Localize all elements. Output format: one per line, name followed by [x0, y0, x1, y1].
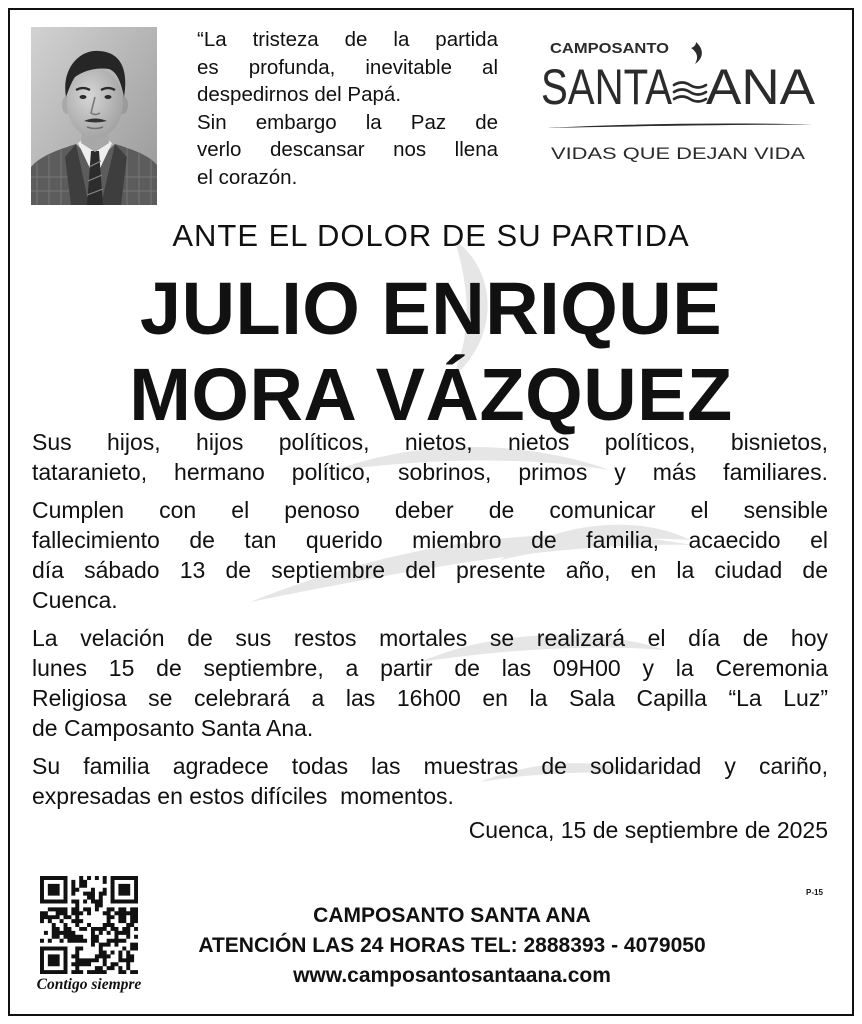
logo-wave-icon — [674, 83, 706, 102]
body-line: Cumplen con el penoso deber de comunicar el sensible — [32, 497, 828, 523]
quote-line: despedirnos del Papá. — [197, 83, 402, 107]
footer-website: www.camposantosantaana.com — [293, 964, 611, 987]
portrait-photo — [31, 27, 157, 205]
quote-line: verlo descansar nos llena — [197, 138, 498, 162]
qr-code — [40, 876, 138, 974]
body-line: de Camposanto Santa Ana. — [32, 715, 314, 741]
logo-tagline: VIDAS QUE DEJAN VIDA — [551, 144, 806, 163]
name-line: MORA VÁZQUEZ — [129, 353, 733, 436]
quote-line: es profunda, inevitable al — [197, 55, 498, 79]
quote-line: Sin embargo la Paz de — [197, 110, 498, 134]
body-line: lunes 15 de septiembre, a partir de las 09H00 y la Ceremonia — [32, 655, 828, 681]
body-line: día sábado 13 de septiembre del presente año, en la ciudad de — [32, 557, 828, 583]
logo-flame-icon — [691, 42, 702, 64]
logo-top-text: CAMPOSANTO — [550, 40, 670, 57]
body-line: Cuenca. — [32, 587, 118, 613]
body-line: Religiosa se celebrará a las 16h00 en la Sala Capilla “La Luz” — [32, 685, 828, 711]
paragraph — [32, 623, 828, 743]
camposanto-logo — [530, 28, 830, 173]
logo-name-right: ANA — [706, 59, 816, 115]
footer-contact — [150, 901, 754, 991]
quote-line: el corazón. — [197, 165, 298, 189]
body-line: Sus hijos, hijos políticos, nietos, nietos políticos, bisnietos, — [32, 429, 828, 455]
logo-name-left: SANTA — [541, 59, 673, 115]
quote-block — [197, 26, 498, 192]
qr-caption: Contigo siempre — [36, 976, 142, 993]
footer-phones: ATENCIÓN LAS 24 HORAS TEL: 2888393 - 4079050 — [198, 934, 706, 957]
body-line: fallecimiento de tan querido miembro de familia, acaecido el — [32, 527, 828, 553]
name-line: JULIO ENRIQUE — [139, 267, 723, 350]
deceased-name — [0, 266, 862, 438]
body-line: tataranieto, hermano político, sobrinos, primos y más familiares. — [32, 459, 828, 485]
body-line: Su familia agradece todas las muestras de solidaridad y cariño, — [32, 753, 828, 779]
page-code: P-15 — [806, 888, 823, 897]
body-line: expresadas en estos difíciles momentos. — [32, 783, 454, 809]
footer-org: CAMPOSANTO SANTA ANA — [313, 904, 591, 927]
logo-underline — [546, 124, 813, 128]
date-line: Cuenca, 15 de septiembre de 2025 — [468, 817, 828, 843]
page-heading: ANTE EL DOLOR DE SU PARTIDA — [172, 218, 690, 253]
notice-body — [32, 427, 828, 819]
quote-line: “La tristeza de la partida — [197, 28, 498, 51]
paragraph — [32, 751, 828, 811]
body-line: La velación de sus restos mortales se realizará el día de hoy — [32, 625, 828, 651]
paragraph — [32, 495, 828, 615]
paragraph — [32, 427, 828, 487]
